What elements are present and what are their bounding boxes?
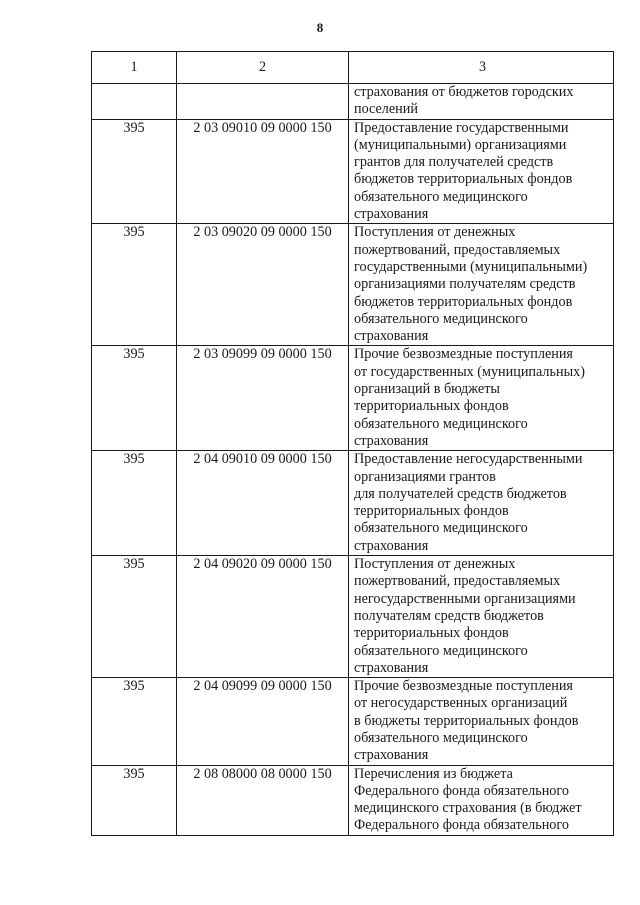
budget-classification-code-cell (177, 84, 349, 120)
description-line: получателям средств бюджетов (354, 607, 544, 624)
budget-codes-table (91, 51, 614, 836)
table-row (92, 224, 614, 346)
budget-classification-code-cell: 2 04 09020 09 0000 150 (177, 556, 349, 678)
budget-classification-code-cell: 2 03 09020 09 0000 150 (177, 224, 349, 346)
column-header-1: 1 (92, 52, 177, 84)
budget-classification-code-cell: 2 08 08000 08 0000 150 (177, 765, 349, 835)
admin-code-cell: 395 (92, 678, 177, 765)
income-description-cell (349, 678, 614, 765)
income-description-cell (349, 556, 614, 678)
description-line: обязательного медицинского (354, 729, 528, 746)
description-line: территориальных фондов (354, 398, 509, 415)
description-line: обязательного медицинского (354, 520, 528, 537)
description-line: Перечисления из бюджета (354, 765, 513, 782)
description-line: страхования (354, 659, 429, 676)
description-line: обязательного медицинского (354, 188, 528, 205)
page-number: 8 (316, 20, 324, 35)
description-line: обязательного медицинского (354, 642, 528, 659)
description-line: страхования от бюджетов городских (354, 84, 574, 100)
table-row (92, 556, 614, 678)
description-line: негосударственными организациями (354, 590, 576, 607)
table-row (92, 678, 614, 765)
description-line: грантов для получателей средств (354, 154, 554, 171)
table-row (92, 84, 614, 120)
description-line: организациями получателям средств (354, 276, 576, 293)
description-line: для получателей средств бюджетов (354, 485, 567, 502)
description-line: Федерального фонда обязательного (354, 782, 569, 799)
description-line: (муниципальными) организациями (354, 136, 567, 153)
budget-classification-code-cell: 2 04 09010 09 0000 150 (177, 451, 349, 556)
admin-code-cell: 395 (92, 556, 177, 678)
income-description-cell (349, 224, 614, 346)
description-line: страхования (354, 206, 429, 223)
admin-code-cell (92, 84, 177, 120)
income-description-cell (349, 346, 614, 451)
description-line: страхования (354, 537, 429, 554)
admin-code-cell: 395 (92, 765, 177, 835)
column-header-3: 3 (349, 52, 614, 84)
income-description-cell (349, 451, 614, 556)
description-line: обязательного медицинского (354, 310, 528, 327)
column-header-2: 2 (177, 52, 349, 84)
table-row (92, 119, 614, 224)
table-row (92, 765, 614, 835)
description-line: Предоставление негосударственными (354, 451, 583, 468)
description-line: бюджетов территориальных фондов (354, 171, 573, 188)
description-line: Поступления от денежных (354, 224, 516, 241)
admin-code-cell: 395 (92, 119, 177, 224)
table-header-row (92, 52, 614, 84)
description-line: в бюджеты территориальных фондов (354, 712, 579, 729)
description-line: территориальных фондов (354, 503, 509, 520)
table-row (92, 346, 614, 451)
description-line: организациями грантов (354, 468, 496, 485)
description-line: Прочие безвозмездные поступления (354, 346, 573, 363)
description-line: государственными (муниципальными) (354, 258, 588, 275)
description-line: от государственных (муниципальных) (354, 363, 585, 380)
description-line: поселений (354, 101, 418, 118)
description-line: Федерального фонда обязательного (354, 817, 569, 834)
admin-code-cell: 395 (92, 346, 177, 451)
income-description-cell (349, 765, 614, 835)
description-line: страхования (354, 328, 429, 345)
description-line: Поступления от денежных (354, 556, 516, 573)
description-line: бюджетов территориальных фондов (354, 293, 573, 310)
description-line: Прочие безвозмездные поступления (354, 678, 573, 695)
budget-classification-code-cell: 2 03 09099 09 0000 150 (177, 346, 349, 451)
admin-code-cell: 395 (92, 224, 177, 346)
table-row (92, 451, 614, 556)
description-line: пожертвований, предоставляемых (354, 241, 561, 258)
budget-classification-code-cell: 2 03 09010 09 0000 150 (177, 119, 349, 224)
description-line: Предоставление государственными (354, 119, 569, 136)
description-line: организаций в бюджеты (354, 381, 500, 398)
budget-classification-code-cell: 2 04 09099 09 0000 150 (177, 678, 349, 765)
description-line: пожертвований, предоставляемых (354, 573, 561, 590)
description-line: медицинского страхования (в бюджет (354, 800, 582, 817)
description-line: страхования (354, 432, 429, 449)
description-line: территориальных фондов (354, 625, 509, 642)
income-description-cell (349, 119, 614, 224)
description-line: от негосударственных организаций (354, 695, 568, 712)
income-description-cell (349, 84, 614, 120)
description-line: обязательного медицинского (354, 415, 528, 432)
admin-code-cell: 395 (92, 451, 177, 556)
description-line: страхования (354, 747, 429, 764)
